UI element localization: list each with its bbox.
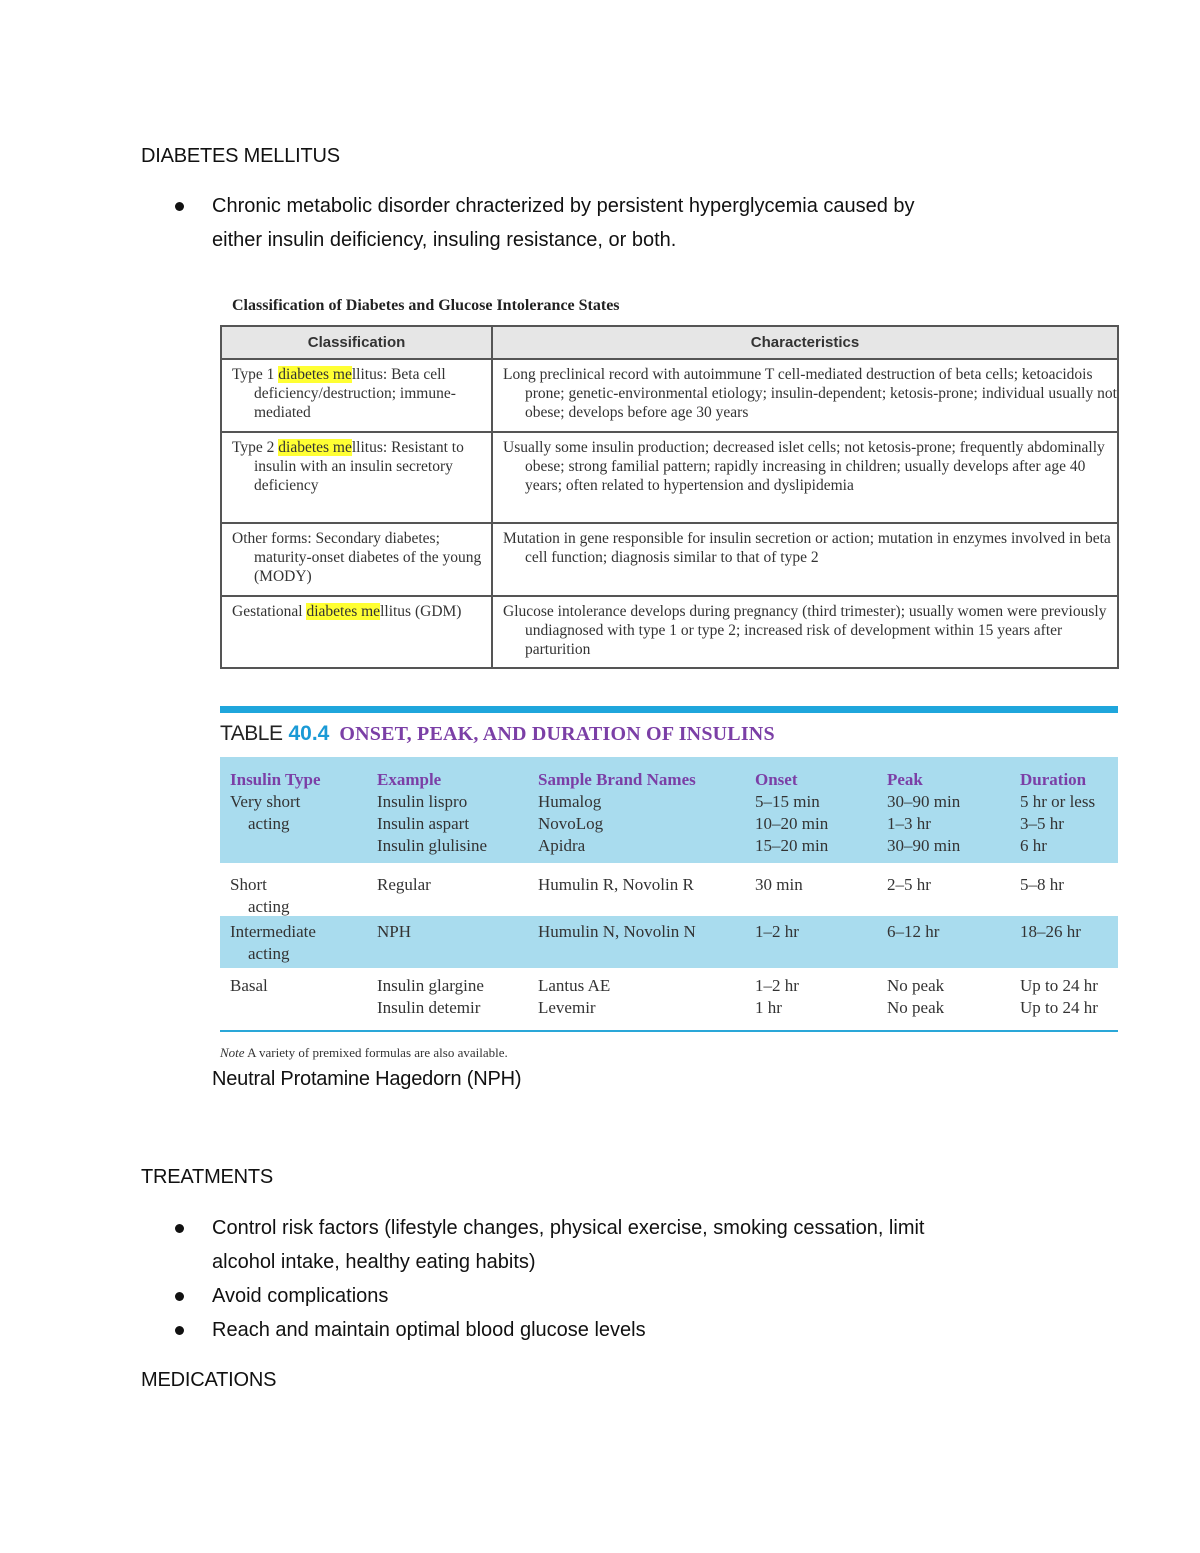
column-header-example: Example: [377, 770, 442, 789]
classification-cell: Type 2 diabetes mellitus: Resistant to insulin with an insulin secretory deficiency: [221, 432, 492, 523]
column-header-duration: Duration: [1020, 770, 1087, 789]
bullet-icon: [175, 202, 184, 211]
classification-table-title: Classification of Diabetes and Glucose Intolerance States: [232, 297, 620, 314]
column-header-insulin-type: Insulin Type: [230, 770, 321, 789]
insulin-header-row: [220, 769, 1118, 791]
bullet-icon: [175, 1224, 184, 1233]
nph-caption: Neutral Protamine Hagedorn (NPH): [212, 1068, 522, 1090]
insulin-table: [220, 757, 1118, 1032]
highlight-mark: diabetes me: [278, 439, 352, 456]
insulin-band-very-short: [220, 757, 1118, 863]
column-header-classification: Classification: [221, 326, 492, 359]
characteristics-cell: Long preclinical record with autoimmune T cell-mediated destruction of beta cells; ketoacidois prone; genetic-environmental etiology; insulin-dependent; ketosis-prone; individual usually not obese; develops before age 30 years: [492, 359, 1118, 432]
bullet-icon: [175, 1326, 184, 1335]
treatments-list: [212, 1211, 1112, 1347]
heading-medications: MEDICATIONS: [141, 1369, 277, 1391]
characteristics-cell: Glucose intolerance develops during pregnancy (third trimester); usually women were previously undiagnosed with type 1 or type 2; increased risk of development within 15 years after parturition: [492, 596, 1118, 668]
characteristics-cell: Usually some insulin production; decreased islet cells; not ketosis-prone; frequently abdominally obese; strong familial pattern; rapidly increasing in children; usually develops after age 40 years; often related to hypertension and dyslipidemia: [492, 432, 1118, 523]
column-header-brand-names: Sample Brand Names: [538, 770, 696, 789]
insulin-band-short: [220, 863, 1118, 916]
list-item: Reach and maintain optimal blood glucose levels: [212, 1313, 1112, 1347]
column-header-onset: Onset: [755, 770, 798, 789]
classification-cell: Type 1 diabetes mellitus: Beta cell deficiency/destruction; immune-mediated: [221, 359, 492, 432]
classification-cell: Gestational diabetes mellitus (GDM): [221, 596, 492, 668]
table-row: [221, 359, 1118, 432]
insulin-band-basal: [220, 968, 1118, 1030]
table-row: Short acting Regular Humulin R, Novolin R 30 min 2–5 hr 5–8 hr: [230, 875, 1064, 916]
classification-table: [220, 325, 1119, 669]
insulin-table-note: Note A variety of premixed formulas are also available.: [220, 1045, 508, 1060]
table-row: [221, 523, 1118, 596]
bullet-icon: [175, 1292, 184, 1301]
insulin-table-title: TABLE 40.4 ONSET, PEAK, AND DURATION OF INSULINS: [220, 722, 775, 745]
characteristics-cell: Mutation in gene responsible for insulin secretion or action; mutation in enzymes involved in beta cell function; diagnosis similar to that of type 2: [492, 523, 1118, 596]
list-item: Control risk factors (lifestyle changes, physical exercise, smoking cessation, limit alcohol intake, healthy eating habits): [212, 1211, 1112, 1279]
insulin-table-bottom-rule: [220, 1030, 1118, 1032]
table-row: Intermediate acting NPH Humulin N, Novolin N 1–2 hr 6–12 hr 18–26 hr: [230, 922, 1081, 963]
table-row: [221, 596, 1118, 668]
table-row: [221, 432, 1118, 523]
definition-list: [212, 189, 1112, 257]
insulin-table-top-rule: [220, 706, 1118, 713]
insulin-band-intermediate: [220, 916, 1118, 968]
classification-cell: Other forms: Secondary diabetes; maturity-onset diabetes of the young (MODY): [221, 523, 492, 596]
list-item: Chronic metabolic disorder chracterized by persistent hyperglycemia caused by either insulin deificiency, insuling resistance, or both.: [212, 189, 1112, 257]
highlight-mark: diabetes me: [306, 603, 381, 620]
table-row: Basal Insulin glargine Insulin detemir Lantus AE Levemir 1–2 hr 1 hr No peak No peak Up to 24 hr Up to 24 hr: [230, 976, 1098, 1017]
table-row: Very short acting Insulin lispro Insulin aspart Insulin glulisine Humalog NovoLog Apidra 5–15 min 10–20 min 15–20 min 30–90 min 1–3 hr 30–90 min 5 hr or less 3–5 hr 6 hr: [230, 792, 1096, 855]
highlight-mark: diabetes me: [278, 366, 352, 383]
heading-diabetes-mellitus: DIABETES MELLITUS: [141, 145, 340, 167]
column-header-characteristics: Characteristics: [492, 326, 1118, 359]
list-item: Avoid complications: [212, 1279, 1112, 1313]
column-header-peak: Peak: [887, 770, 923, 789]
heading-treatments: TREATMENTS: [141, 1166, 274, 1188]
